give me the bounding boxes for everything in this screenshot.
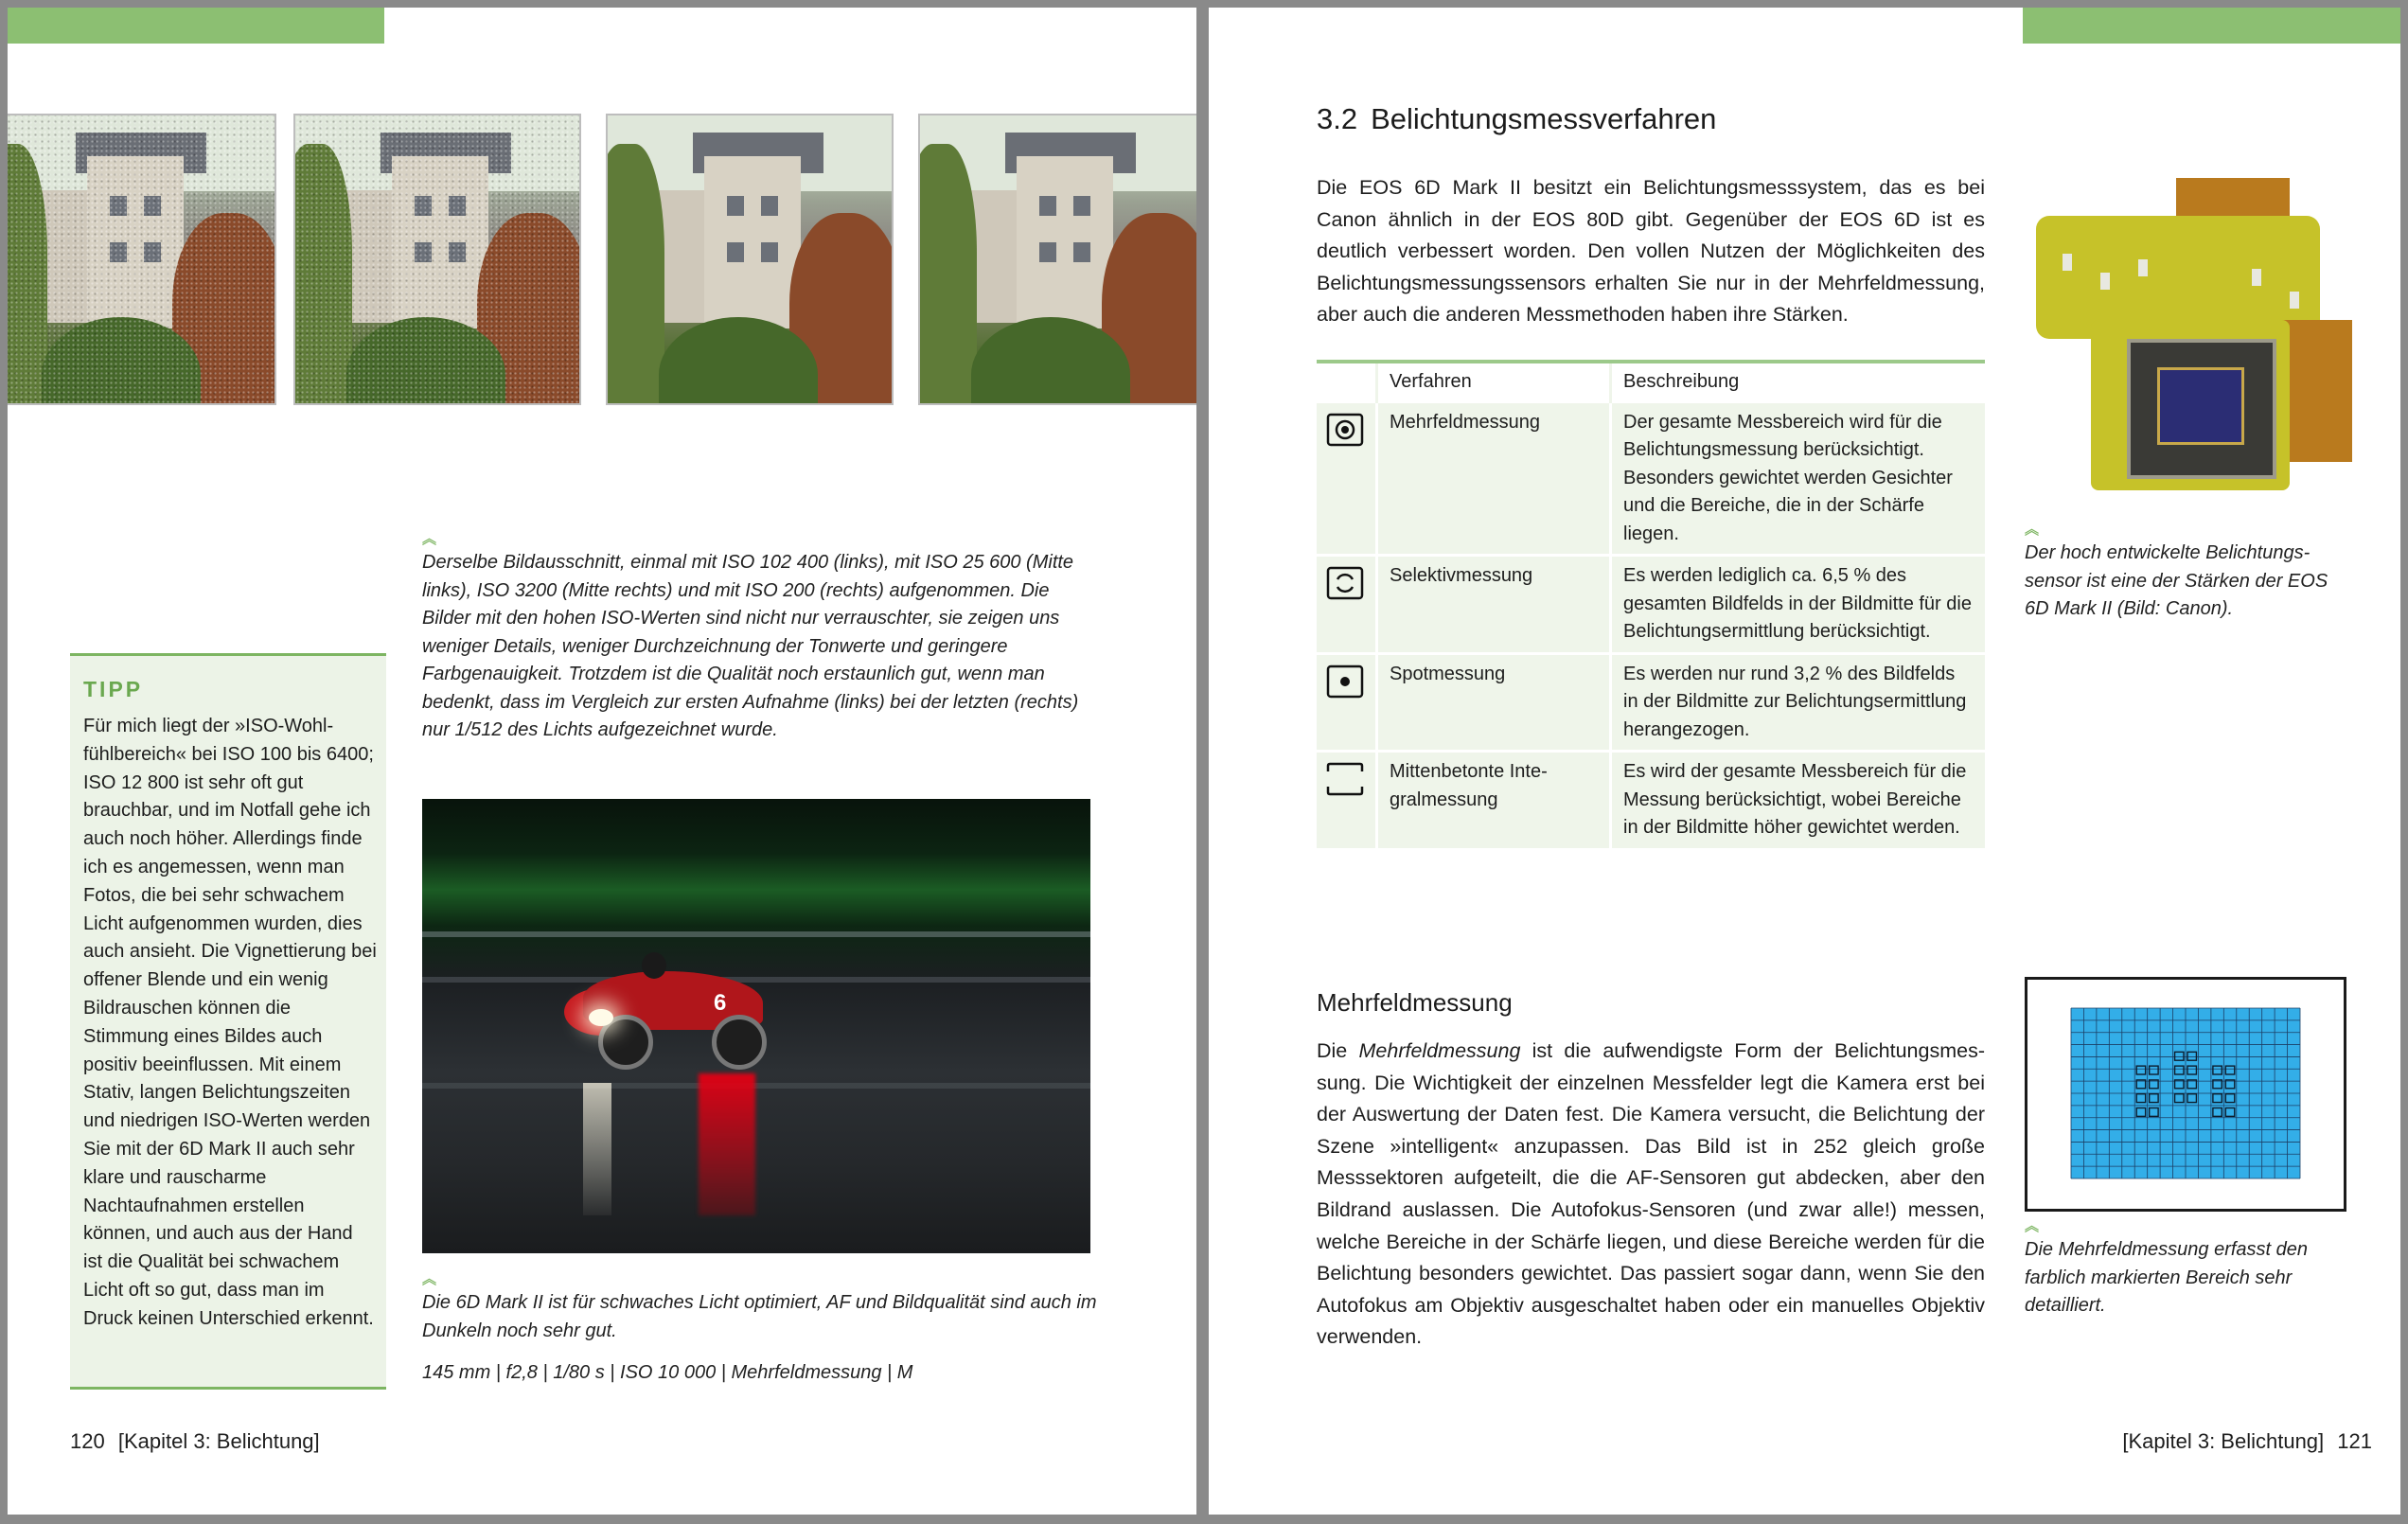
spot-metering-icon [1326, 665, 1364, 699]
tip-box [70, 653, 386, 1390]
metering-grid-diagram [2027, 980, 2344, 1209]
section-title: Belichtungsmessverfahren [1371, 102, 1717, 135]
sensor-caption-text: Der hoch entwickelte Belichtungssensor ist eine der Stärken der EOS 6D Mark II (Bild: Canon). [2025, 542, 2328, 619]
car-race-number: 6 [714, 990, 727, 1016]
metering-grid-figure [2025, 977, 2346, 1212]
iso-photo-200 [918, 114, 1196, 405]
metering-modes-table [1317, 360, 1985, 848]
caption-arrow-icon: ︽ [2025, 1218, 2040, 1234]
folio-left [70, 1429, 328, 1454]
table-cell-description: Es wird der gesamte Messbereich für die Messung berücksichtigt, wobei Bereiche in der Bildmitte höher gewichtet werden. [1611, 752, 1986, 848]
table-row [1317, 752, 1985, 848]
section-number: 3.2 [1317, 102, 1358, 135]
table-row [1317, 653, 1985, 752]
tip-text: Für mich liegt der »ISO-Wohlfühlbereich« bei ISO 100 bis 6400; ISO 12 800 ist sehr oft gut brauchbar, und im Notfall gehe ich auch noch höher. Allerdings finde ich es angemessen, wenn man Fotos, die bei sehr schwachem Licht aufgenommen wurden, dies auch ansieht. Die Vignettierung bei offener Blende und ein wenig Bildrauschen können die Stimmung eines Bildes auch positiv beeinflussen. Mit einem Stativ, langen Belichtungszeiten und niedrigen ISO-Werten werden Sie mit der 6D Mark II auch sehr klare und rauscharme Nachtaufnahmen erstellen können, und auch aus der Hand ist die Qualität bei schwachem Licht oft so gut, dass man im Druck keinen Unterschied erkennt. [83, 716, 377, 1329]
car-caption [422, 1272, 1100, 1345]
race-car-photo [422, 799, 1090, 1253]
paragraph-emphasis: Mehrfeldmessung [1358, 1039, 1521, 1062]
caption-arrow-icon: ︽ [2025, 522, 2040, 538]
chapter-color-tab [2023, 8, 2400, 44]
iso-photo-3200 [606, 114, 894, 405]
right-page [1209, 8, 2400, 1515]
evaluative-metering-icon [1326, 413, 1364, 447]
car-exif: 145 mm | f2,8 | 1/80 s | ISO 10 000 | Mehrfeldmessung | M [422, 1362, 913, 1383]
page-number: 121 [2337, 1429, 2372, 1453]
table-cell-method: Mehrfeldmessung [1377, 401, 1611, 556]
table-row [1317, 556, 1985, 654]
table-cell-description: Der gesamte Messbereich wird für die Belichtungsmessung berücksichtigt. Besonders gewichtet werden Gesichter und die Bereiche, die in der Schärfe liegen. [1611, 401, 1986, 556]
page-number: 120 [70, 1429, 105, 1453]
paragraph-body: ist die aufwendigste Form der Belichtungsmessung. Die Wichtigkeit der einzelnen Messfelder legt die Kamera erst bei der Auswertung der Daten fest. Die Kamera versucht, die Belichtung der Szene »intelligent« anzupassen. Das Bild ist in 252 gleich große Messsektoren aufgeteilt, die die AF-Sensoren gut abdecken, aber den Bildrand auslassen. Die Autofokus-Sensoren (und zwar alle!) messen, welche Bereiche in der Schärfe liegen, und diese Bereiche werden für die Belichtung besonders gewichtet. Das passiert sogar dann, wenn Sie den Autofokus am Objektiv ausgeschaltet haben oder ein manuelles Objektiv verwenden. [1317, 1039, 1985, 1349]
intro-paragraph: Die EOS 6D Mark II besitzt ein Belichtungsmesssystem, das es bei Canon ähnlich in der EOS 80D gibt. Gegenüber der EOS 6D ist es deutlich verbessert worden. Den vollen Nutzen der Möglichkeiten des Belichtungsmessungssensors erhalten Sie nur in der Mehrfeldmessung, aber auch die anderen Messmethoden haben ihre Stärken. [1317, 176, 1985, 327]
iso-photo-25600 [293, 114, 581, 405]
table-cell-description: Es werden nur rund 3,2 % des Bildfelds in der Bildmitte zur Belichtungsermittlung herangezogen. [1611, 653, 1986, 752]
folio-right [2115, 1429, 2372, 1454]
metering-sensor-photo [2025, 178, 2352, 500]
table-header-icon-column [1317, 362, 1377, 401]
sensor-caption [2025, 523, 2352, 624]
table-cell-method: Mittenbetonte Integralmessung [1377, 752, 1611, 848]
partial-metering-icon [1326, 566, 1364, 600]
table-cell-method: Spotmessung [1377, 653, 1611, 752]
grid-caption-text: Die Mehrfeldmessung erfasst den farblich markierten Bereich sehr detailliert. [2025, 1239, 2309, 1316]
running-chapter-title: [Kapitel 3: Belichtung] [117, 1429, 320, 1453]
running-chapter-title: [Kapitel 3: Belichtung] [2122, 1429, 2325, 1453]
section-heading [1317, 102, 1716, 136]
table-header-verfahren: Verfahren [1377, 362, 1611, 401]
table-cell-description: Es werden lediglich ca. 6,5 % des gesamten Bildfelds in der Bildmitte für die Belichtungsermittlung berücksichtigt. [1611, 556, 1986, 654]
caption-arrow-icon: ︽ [422, 531, 437, 547]
paragraph-prefix: Die [1317, 1039, 1359, 1062]
iso-photo-102400 [8, 114, 276, 405]
subheading-mehrfeldmessung: Mehrfeldmessung [1317, 988, 1513, 1017]
car-caption-text: Die 6D Mark II ist für schwaches Licht optimiert, AF und Bildqualität sind auch im Dunkeln noch sehr gut. [422, 1292, 1097, 1341]
left-page [8, 8, 1196, 1515]
iso-caption-text: Derselbe Bildausschnitt, einmal mit ISO 102 400 (links), mit ISO 25 600 (Mitte links), ISO 3200 (Mitte rechts) und mit ISO 200 (rechts) aufgenommen. Die Bilder mit den hohen ISO-Werten sind nicht nur verrauschter, sie zeigen uns weniger Details, weniger Durchzeichnung der Tonwerte und geringere Farbgenauigkeit. Trotzdem ist die Qualität noch erstaunlich gut, wenn man bedenkt, dass im Vergleich zur ersten Aufnahme (links) bei der letzten (rechts) nur 1/512 des Lichts aufgezeichnet wurde. [422, 552, 1079, 740]
iso-caption [422, 532, 1100, 745]
caption-arrow-icon: ︽ [422, 1271, 437, 1287]
table-row [1317, 401, 1985, 556]
table-cell-method: Selektivmessung [1377, 556, 1611, 654]
table-header-beschreibung: Beschreibung [1611, 362, 1986, 401]
center-weighted-metering-icon [1326, 762, 1364, 796]
chapter-color-tab [8, 8, 384, 44]
tip-title: TIPP [83, 677, 144, 701]
table-header-row [1317, 362, 1985, 401]
mehrfeld-paragraph [1317, 1036, 1985, 1354]
grid-caption [2025, 1219, 2352, 1320]
